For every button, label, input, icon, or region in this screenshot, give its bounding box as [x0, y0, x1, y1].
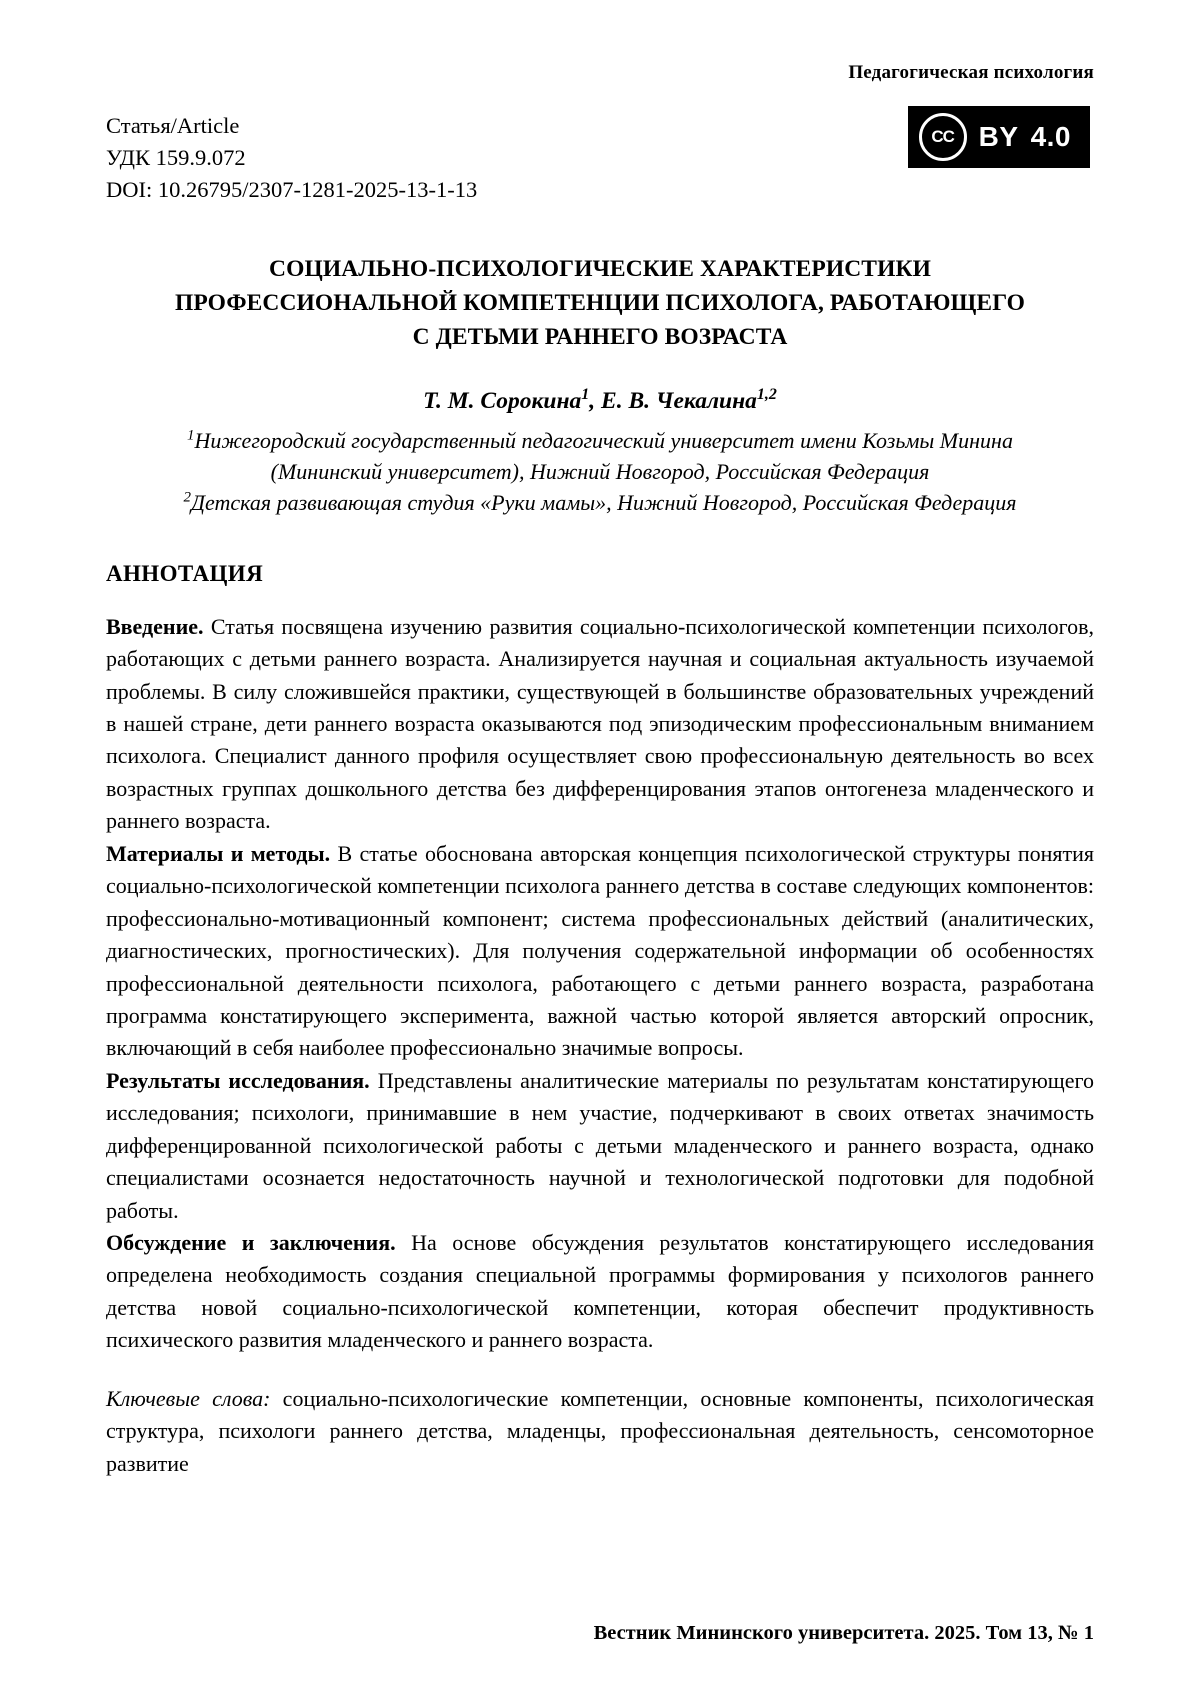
udk-code: УДК 159.9.072 [106, 144, 246, 170]
header-row [106, 106, 1094, 206]
affiliation-list [106, 425, 1094, 519]
author-list [106, 388, 1094, 415]
page-footer: Вестник Мининского университета. 2025. Том 13, № 1 [593, 1622, 1094, 1644]
abstract-lead-materials: Материалы и методы. [106, 840, 331, 866]
affiliation-1-line-1 [106, 425, 1094, 456]
abstract-lead-results: Результаты исследования. [106, 1067, 370, 1093]
abstract-heading: АННОТАЦИЯ [106, 560, 264, 586]
article-type: Статья/Article [106, 113, 240, 138]
abstract-section-materials [106, 838, 1094, 1065]
affiliation-2-text: Детская развивающая студия «Руки мамы», Нижний Новгород, Российская Федерация [191, 490, 1017, 516]
affiliation-2-marker: 2 [183, 490, 191, 507]
page-title [106, 252, 1094, 354]
title-line-2: ПРОФЕССИОНАЛЬНОЙ КОМПЕТЕНЦИИ ПСИХОЛОГА, РАБОТАЮЩЕГО [174, 289, 1026, 316]
running-head: Педагогическая психология [848, 62, 1094, 83]
cc-version-label: 4.0 [1030, 121, 1071, 152]
affiliation-1-line-2: (Мининский университет), Нижний Новгород, Российская Федерация [270, 459, 930, 485]
cc-terms-label: BY [978, 121, 1019, 152]
author-1-affiliation-marker: 1 [581, 386, 590, 404]
abstract-body [106, 611, 1094, 1357]
keywords-block [106, 1383, 1094, 1480]
abstract-section-introduction [106, 611, 1094, 838]
abstract-lead-discussion: Обсуждение и заключения. [106, 1230, 396, 1256]
creative-commons-badge[interactable] [908, 106, 1090, 168]
abstract-lead-introduction: Введение. [106, 613, 204, 639]
affiliation-1-text: Нижегородский государственный педагогический университет имени Козьмы Минина [194, 428, 1013, 453]
abstract-section-results [106, 1065, 1094, 1227]
cc-logo-icon: CC [919, 113, 967, 161]
abstract-text-discussion: На основе обсуждения результатов констатирующего исследования определена необходимость создания специальной программы формирования у психологов раннего детства новой социально-психологической компетенции, которая обеспечит продуктивность психического развития младенческого и раннего возраста. [106, 1230, 1094, 1353]
abstract-text-results: Представлены аналитические материалы по результатам констатирующего исследования; психологи, принимавшие в нем участие, подчеркивают в своих ответах значимость дифференцированной психологической работы с детьми младенческого и раннего возраста, однако специалистами осознается недостаточность научной и технологической подготовки для подобной работы. [106, 1067, 1094, 1223]
abstract-text-introduction: Статья посвящена изучению развития социально-психологической компетенции психологов, работающих с детьми раннего возраста. Анализируется научная и социальная актуальность изучаемой проблемы. В силу сложившейся практики, существующей в большинстве образовательных учреждений в нашей стране, дети раннего возраста оказываются под эпизодическим профессиональным вниманием психолога. Специалист данного профиля осуществляет свою профессиональную деятельность во всех возрастных группах дошкольного детства без дифференцирования этапов онтогенеза младенческого и раннего возраста. [106, 613, 1094, 834]
title-line-3: С ДЕТЬМИ РАННЕГО ВОЗРАСТА [412, 323, 788, 350]
keywords-text: социально-психологические компетенции, основные компоненты, психологическая структура, психологи раннего детства, младенцы, профессиональная деятельность, сенсомоторное развитие [106, 1385, 1095, 1476]
abstract-text-materials: В статье обоснована авторская концепция психологической структуры понятия социально-психологической компетенции психолога раннего детства в составе следующих компонентов: профессионально-мотивационный компонент; система профессиональных действий (аналитических, диагностических, прогностических). Для получения содержательной информации об особенностях профессиональной деятельности психолога, работающего с детьми раннего возраста, разработана программа констатирующего эксперимента, важной частью которой является авторский опросник, включающий в себя наиболее профессионально значимые вопросы. [106, 840, 1094, 1061]
article-metadata [106, 106, 477, 206]
doi-code: DOI: 10.26795/2307-1281-2025-13-1-13 [106, 176, 478, 202]
abstract-section-discussion [106, 1227, 1094, 1357]
affiliation-2-line-1 [106, 487, 1094, 518]
affiliation-1-marker: 1 [187, 427, 195, 444]
author-1-name: Т. М. Сорокина [423, 388, 582, 414]
author-2-affiliation-marker: 1,2 [756, 386, 777, 404]
keywords-label: Ключевые слова: [106, 1385, 271, 1411]
author-2-name: , Е. В. Чекалина [589, 388, 757, 414]
title-line-1: СОЦИАЛЬНО-ПСИХОЛОГИЧЕСКИЕ ХАРАКТЕРИСТИКИ [269, 255, 931, 282]
